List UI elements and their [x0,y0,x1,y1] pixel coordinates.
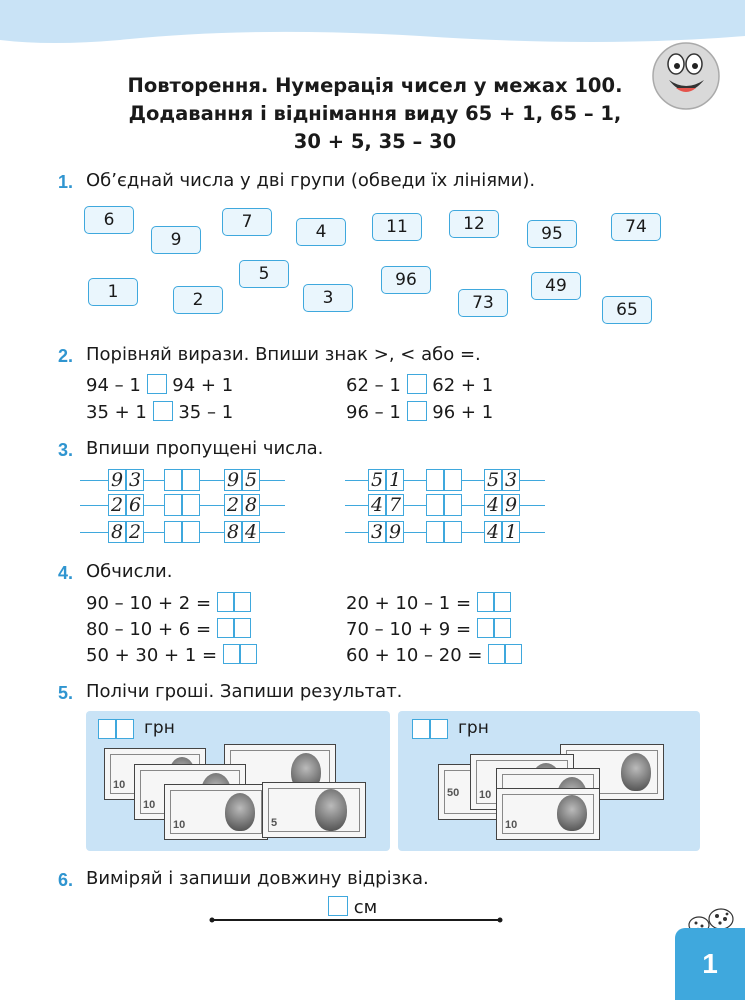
digit-cell: 1 [502,521,520,543]
number-box[interactable]: 4 [296,218,346,246]
expr-right: 62 + 1 [432,375,494,396]
sign-input[interactable] [407,401,427,421]
task-2-text: Порівняй вирази. Впиши знак >, < або =. [86,344,481,365]
answer-cell[interactable] [477,618,494,638]
portrait-icon [557,795,587,831]
banknote-value: 10 [143,799,156,811]
answer-cell[interactable] [444,469,462,491]
answer-cell[interactable] [182,469,200,491]
digit-cell: 9 [502,494,520,516]
segment-to-measure [206,914,506,926]
currency-label: грн [144,718,175,738]
digit-cell: 9 [386,521,404,543]
task-2-number: 2. [58,346,74,366]
digit-cell: 3 [126,469,144,491]
number-box[interactable]: 3 [303,284,353,312]
answer-cell[interactable] [182,494,200,516]
answer-cell[interactable] [505,644,522,664]
banknote-value: 10 [173,819,186,831]
comparison-row [346,401,493,423]
comparison-row [346,374,493,396]
title-line-1: Повторення. Нумерація чисел у межах 100. [127,74,623,97]
answer-cell[interactable] [164,521,182,543]
portrait-icon [315,789,347,831]
digit-cell: 4 [484,521,502,543]
calc-expression: 20 + 10 – 1 = [346,593,472,614]
digit-cell: 4 [242,521,260,543]
banknote-value: 5 [271,817,278,829]
task-1-text: Об’єднай числа у дві групи (обведи їх лініями). [86,170,536,191]
answer-cell[interactable] [444,494,462,516]
answer-cell[interactable] [426,469,444,491]
number-box[interactable]: 11 [372,213,422,241]
answer-cell[interactable] [240,644,257,664]
digit-cell: 3 [368,521,386,543]
currency-label: грн [458,718,489,738]
number-box[interactable]: 95 [527,220,577,248]
task-4-number: 4. [58,563,74,583]
number-box[interactable]: 1 [88,278,138,306]
unit-label: см [353,897,378,918]
task-4-text: Обчисли. [86,561,173,582]
calc-expression: 90 – 10 + 2 = [86,593,212,614]
task-6-number: 6. [58,870,74,890]
calc-expression: 60 + 10 – 20 = [346,645,483,666]
banknote-value: 10 [479,789,492,801]
answer-cell[interactable] [488,644,505,664]
digit-cell: 5 [242,469,260,491]
number-box[interactable]: 7 [222,208,272,236]
calc-expression: 80 – 10 + 6 = [86,619,212,640]
digit-cell: 9 [108,469,126,491]
digit-cell: 5 [368,469,386,491]
number-box[interactable]: 6 [84,206,134,234]
digit-cell: 2 [108,494,126,516]
banknote [164,784,268,840]
portrait-icon [225,793,255,831]
digit-cell: 2 [126,521,144,543]
calc-row [86,592,251,614]
answer-cell[interactable] [234,592,251,612]
number-box[interactable]: 74 [611,213,661,241]
digit-cell: 7 [386,494,404,516]
sign-input[interactable] [147,374,167,394]
answer-cell[interactable] [477,592,494,612]
digit-cell: 3 [502,469,520,491]
expr-right: 96 + 1 [432,402,494,423]
money-answer-right [412,719,448,741]
answer-cell[interactable] [430,719,448,739]
banknote [496,788,600,840]
number-box[interactable]: 2 [173,286,223,314]
answer-cell[interactable] [116,719,134,739]
answer-cell[interactable] [494,592,511,612]
answer-cell[interactable] [223,644,240,664]
digit-cell: 8 [108,521,126,543]
expr-left: 94 – 1 [86,375,141,396]
money-answer-left [98,719,134,741]
smiley-face-icon [650,40,722,112]
expr-right: 35 – 1 [178,402,234,423]
number-box[interactable]: 73 [458,289,508,317]
title-line-2: Додавання і віднімання виду 65 + 1, 65 – 1, [128,102,622,125]
number-box[interactable]: 49 [531,272,581,300]
title-line-3: 30 + 5, 35 – 30 [293,130,457,153]
task-6-text: Виміряй і запиши довжину відрізка. [86,868,429,889]
number-box[interactable]: 9 [151,226,201,254]
portrait-icon [621,753,651,791]
banknote-value: 50 [447,787,460,799]
digit-cell: 8 [242,494,260,516]
number-box[interactable]: 96 [381,266,431,294]
banknote [262,782,366,838]
answer-cell[interactable] [412,719,430,739]
page-title [120,72,630,156]
calc-expression: 70 – 10 + 9 = [346,619,472,640]
expr-left: 96 – 1 [346,402,401,423]
digit-cell: 1 [386,469,404,491]
banknote-value: 10 [505,819,518,831]
expr-left: 62 – 1 [346,375,401,396]
number-box[interactable]: 65 [602,296,652,324]
calc-row [86,644,257,666]
expr-left: 35 + 1 [86,402,147,423]
digit-cell: 6 [126,494,144,516]
answer-cell[interactable] [234,618,251,638]
calc-row [346,592,511,614]
calc-row [86,618,251,640]
task-3-text: Впиши пропущені числа. [86,438,324,459]
task-5-number: 5. [58,683,74,703]
task-3-number: 3. [58,440,74,460]
answer-cell[interactable] [217,592,234,612]
digit-cell: 4 [368,494,386,516]
expr-right: 94 + 1 [172,375,234,396]
answer-cell[interactable] [98,719,116,739]
calc-expression: 50 + 30 + 1 = [86,645,218,666]
number-box[interactable]: 5 [239,260,289,288]
number-box[interactable]: 12 [449,210,499,238]
comparison-row [86,401,233,423]
answer-cell[interactable] [444,521,462,543]
task-5-text: Полічи гроші. Запиши результат. [86,681,403,702]
answer-cell[interactable] [164,494,182,516]
calc-row [346,618,511,640]
sign-input[interactable] [407,374,427,394]
answer-cell[interactable] [426,494,444,516]
answer-cell[interactable] [328,896,348,916]
answer-cell[interactable] [182,521,200,543]
comparison-row [86,374,233,396]
calc-row [346,644,522,666]
banknote-value: 10 [113,779,126,791]
answer-cell[interactable] [494,618,511,638]
sign-input[interactable] [153,401,173,421]
answer-cell[interactable] [426,521,444,543]
digit-cell: 9 [224,469,242,491]
answer-cell[interactable] [217,618,234,638]
digit-cell: 8 [224,521,242,543]
digit-cell: 4 [484,494,502,516]
answer-cell[interactable] [164,469,182,491]
page-number: 1 [675,928,745,1000]
digit-cell: 2 [224,494,242,516]
digit-cell: 5 [484,469,502,491]
task-1-number: 1. [58,172,74,192]
